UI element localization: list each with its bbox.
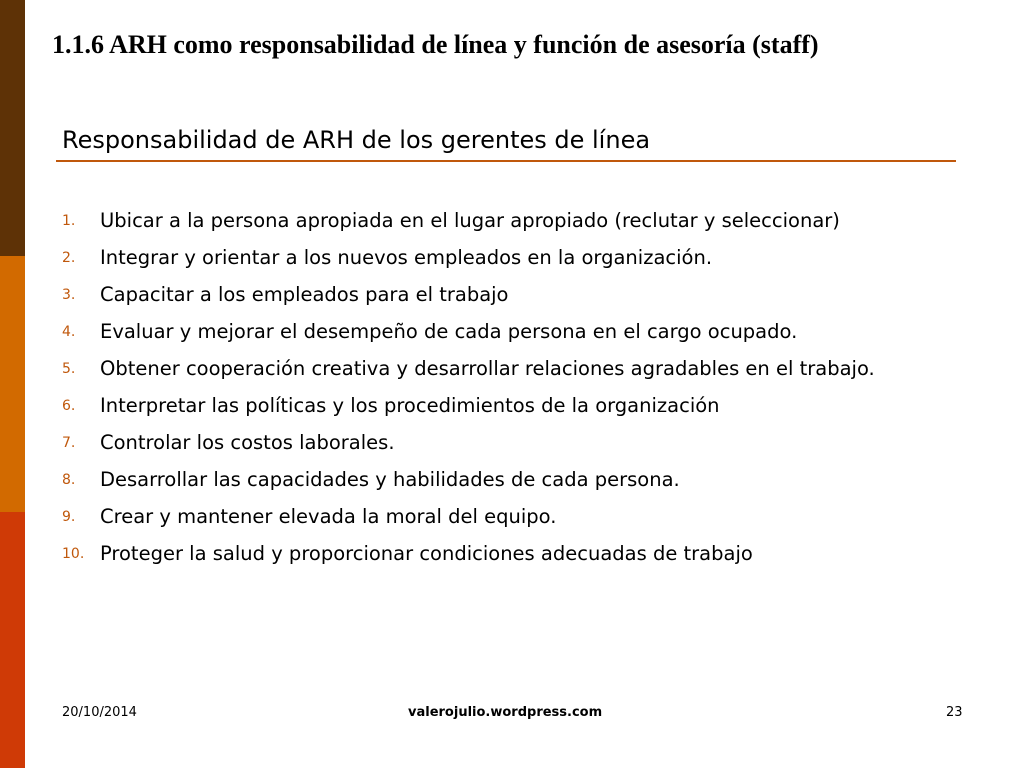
footer-date: 20/10/2014 [62, 705, 137, 720]
list-item [56, 391, 964, 421]
list-item-text: Controlar los costos laborales. [100, 431, 395, 454]
list-item-number: 3. [62, 287, 76, 303]
side-bar-top [0, 0, 25, 256]
list-item-number: 6. [62, 398, 76, 414]
slide-title: 1.1.6 ARH como responsabilidad de línea y función de asesoría (staff) [52, 30, 819, 59]
list-item [56, 539, 964, 569]
list-item [56, 502, 964, 532]
list-item-number: 8. [62, 472, 76, 488]
list-item-text: Crear y mantener elevada la moral del equipo. [100, 505, 557, 528]
list-item-text: Interpretar las políticas y los procedimientos de la organización [100, 394, 720, 417]
list-item-text: Capacitar a los empleados para el trabajo [100, 283, 509, 306]
subtitle-divider [56, 160, 956, 162]
list-item-text: Evaluar y mejorar el desempeño de cada persona en el cargo ocupado. [100, 320, 798, 343]
side-bar-middle [0, 256, 25, 512]
list-item-number: 2. [62, 250, 76, 266]
list-item [56, 280, 964, 310]
list-item [56, 206, 964, 236]
responsibilities-list [56, 206, 964, 576]
list-item [56, 243, 964, 273]
list-item-text: Ubicar a la persona apropiada en el lugar apropiado (reclutar y seleccionar) [100, 209, 840, 232]
list-item-number: 7. [62, 435, 76, 451]
list-item [56, 465, 964, 495]
list-item-text: Integrar y orientar a los nuevos empleados en la organización. [100, 246, 713, 269]
list-item-number: 10. [62, 546, 85, 562]
list-item-text: Desarrollar las capacidades y habilidades de cada persona. [100, 468, 680, 491]
list-item [56, 317, 964, 347]
list-item-number: 1. [62, 213, 76, 229]
footer-page-number: 23 [946, 705, 963, 720]
side-bar-bottom [0, 512, 25, 768]
slide-subtitle: Responsabilidad de ARH de los gerentes de línea [62, 126, 651, 154]
list-item [56, 354, 964, 384]
list-item-text: Proteger la salud y proporcionar condiciones adecuadas de trabajo [100, 542, 753, 565]
footer-site: valerojulio.wordpress.com [408, 705, 603, 720]
list-item [56, 428, 964, 458]
list-item-number: 5. [62, 361, 76, 377]
list-item-number: 9. [62, 509, 76, 525]
list-item-text: Obtener cooperación creativa y desarrollar relaciones agradables en el trabajo. [100, 357, 875, 380]
list-item-number: 4. [62, 324, 76, 340]
